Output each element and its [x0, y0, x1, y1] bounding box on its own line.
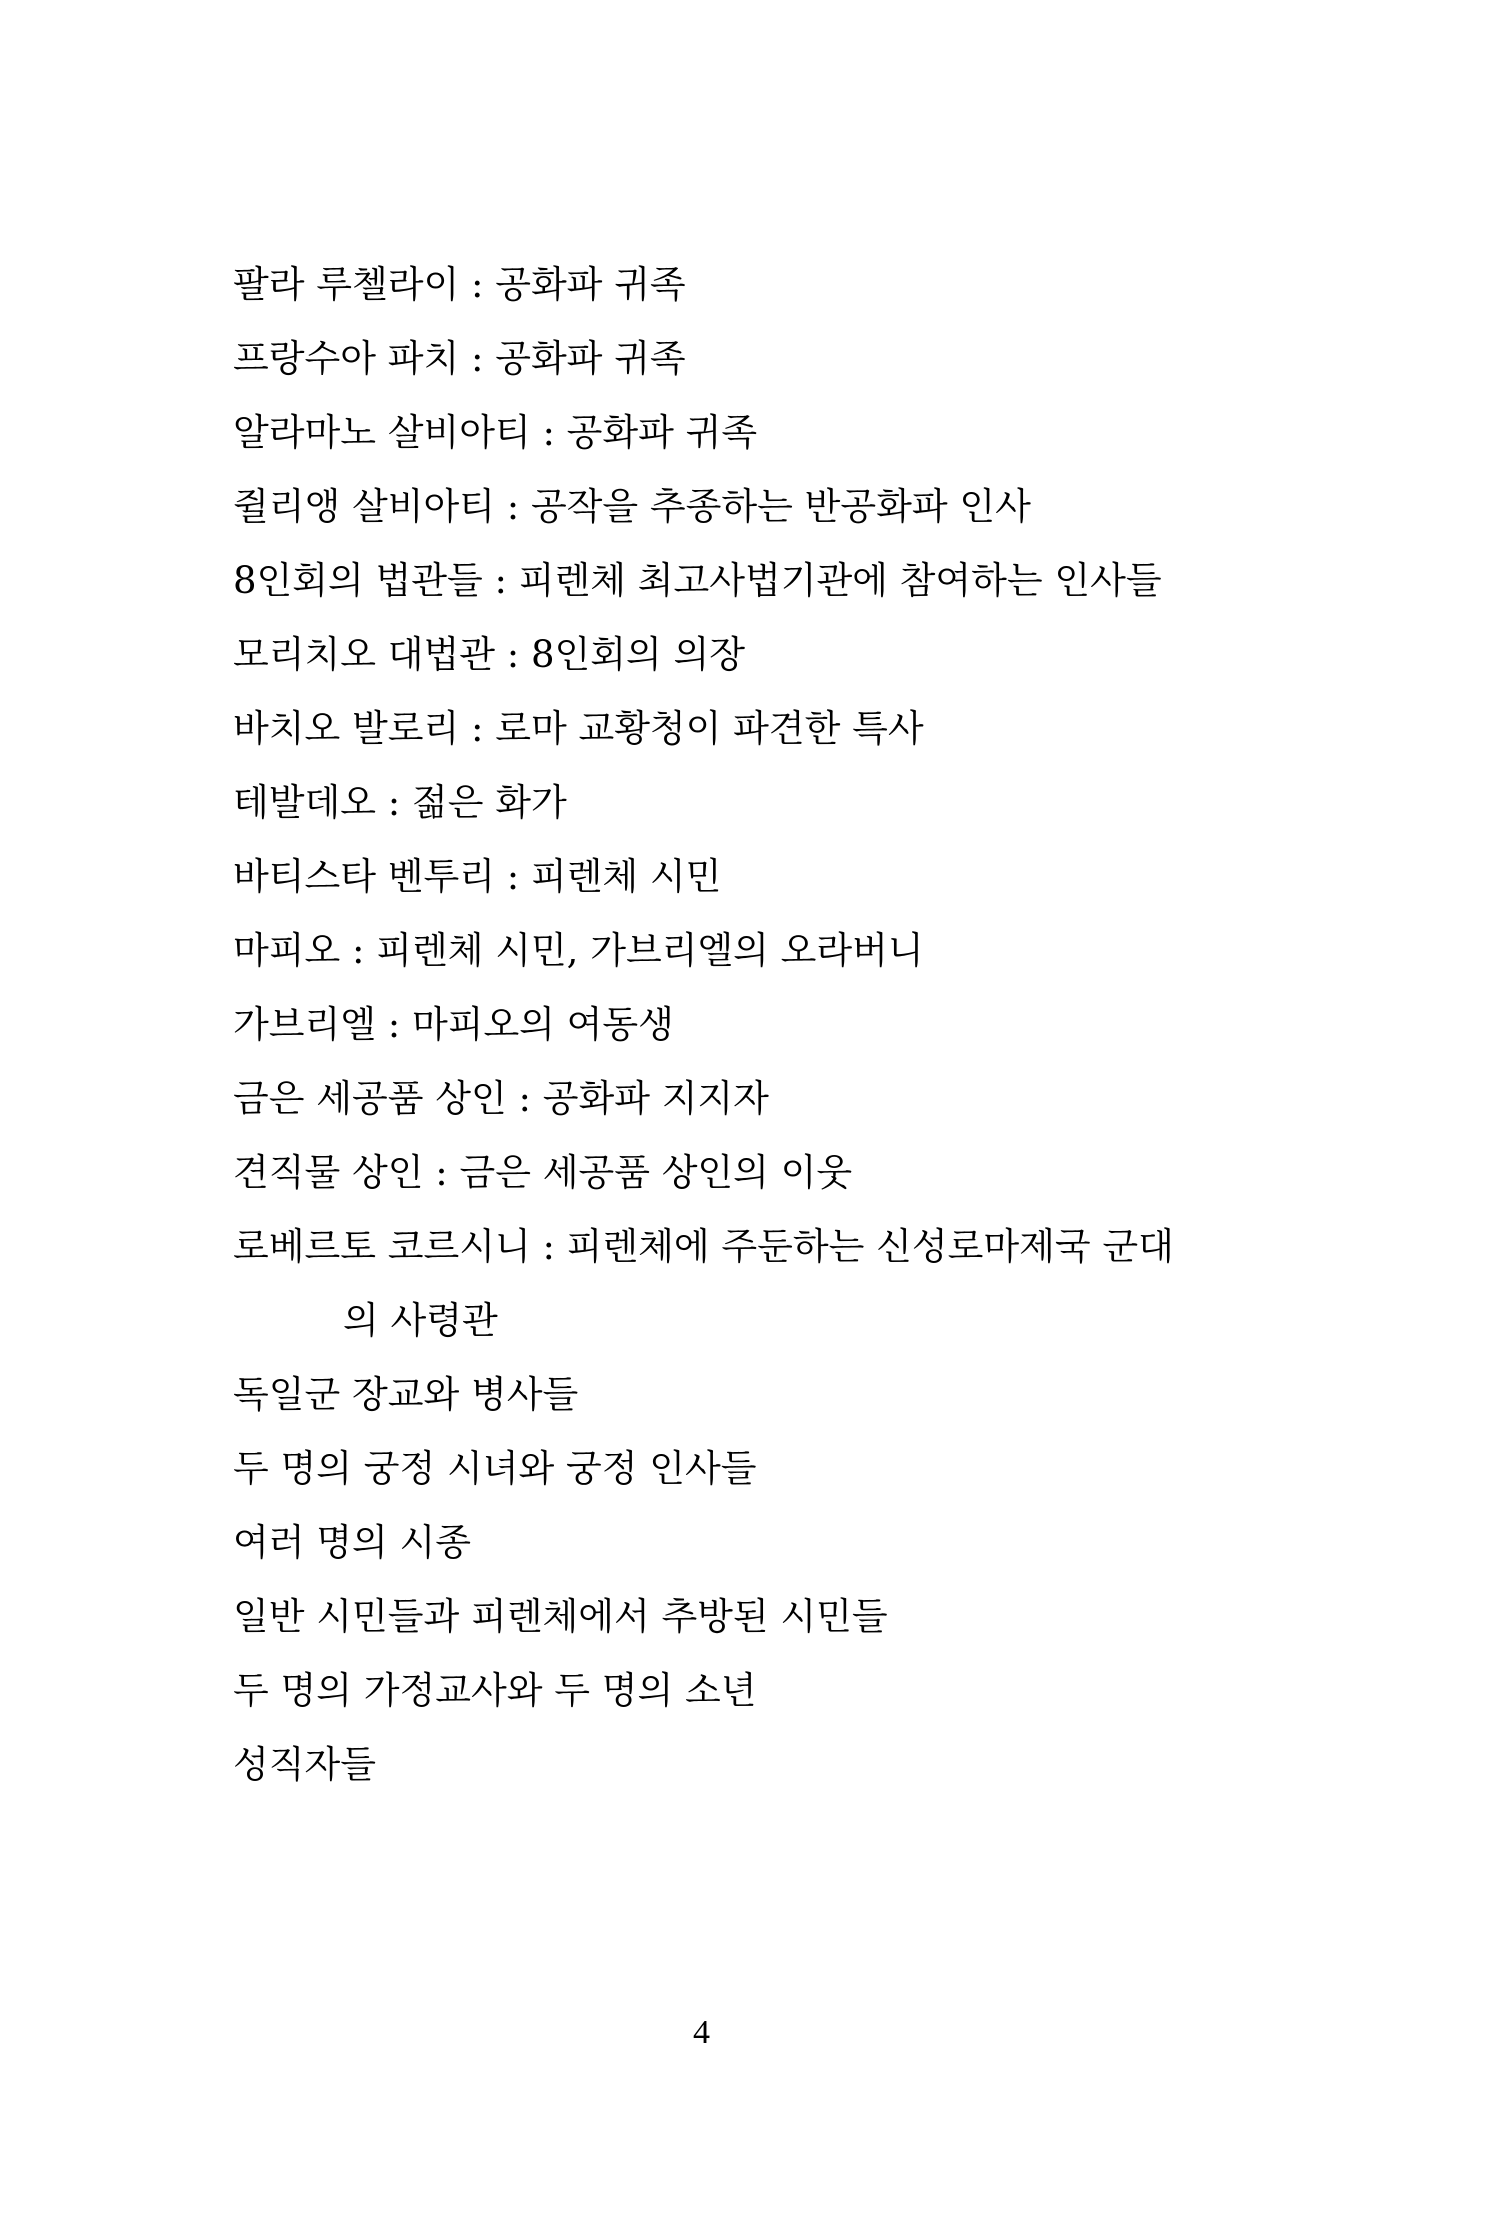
cast-entry: 독일군 장교와 병사들	[233, 1373, 579, 1416]
cast-entry: 견직물 상인 : 금은 세공품 상인의 이웃	[233, 1151, 853, 1194]
cast-entry: 바티스타 벤투리 : 피렌체 시민	[233, 855, 722, 898]
cast-entry: 팔라 루첼라이 : 공화파 귀족	[233, 263, 686, 306]
cast-entry: 두 명의 궁정 시녀와 궁정 인사들	[233, 1447, 757, 1490]
cast-entry: 로베르토 코르시니 : 피렌체에 주둔하는 신성로마제국 군대	[233, 1225, 1174, 1268]
cast-entry: 여러 명의 시종	[233, 1521, 471, 1564]
cast-entry: 금은 세공품 상인 : 공화파 지지자	[233, 1077, 769, 1120]
cast-entry: 프랑수아 파치 : 공화파 귀족	[233, 337, 686, 380]
cast-entry: 가브리엘 : 마피오의 여동생	[233, 1003, 674, 1046]
page-number: 4	[693, 2014, 710, 2051]
cast-entry: 마피오 : 피렌체 시민, 가브리엘의 오라버니	[233, 929, 924, 972]
cast-entry: 두 명의 가정교사와 두 명의 소년	[233, 1669, 757, 1712]
cast-entry: 알라마노 살비아티 : 공화파 귀족	[233, 411, 758, 454]
cast-entry: 성직자들	[233, 1743, 376, 1786]
cast-entry: 테발데오 : 젊은 화가	[233, 781, 567, 824]
cast-entry: 일반 시민들과 피렌체에서 추방된 시민들	[233, 1595, 888, 1638]
cast-entry: 모리치오 대법관 : 8인회의 의장	[233, 633, 745, 676]
cast-list	[233, 248, 1333, 1802]
cast-entry-continuation: 의 사령관	[343, 1299, 498, 1342]
cast-entry: 8인회의 법관들 : 피렌체 최고사법기관에 참여하는 인사들	[233, 559, 1162, 602]
cast-entry: 쥘리앵 살비아티 : 공작을 추종하는 반공화파 인사	[233, 485, 1031, 528]
cast-entry: 바치오 발로리 : 로마 교황청이 파견한 특사	[233, 707, 924, 750]
